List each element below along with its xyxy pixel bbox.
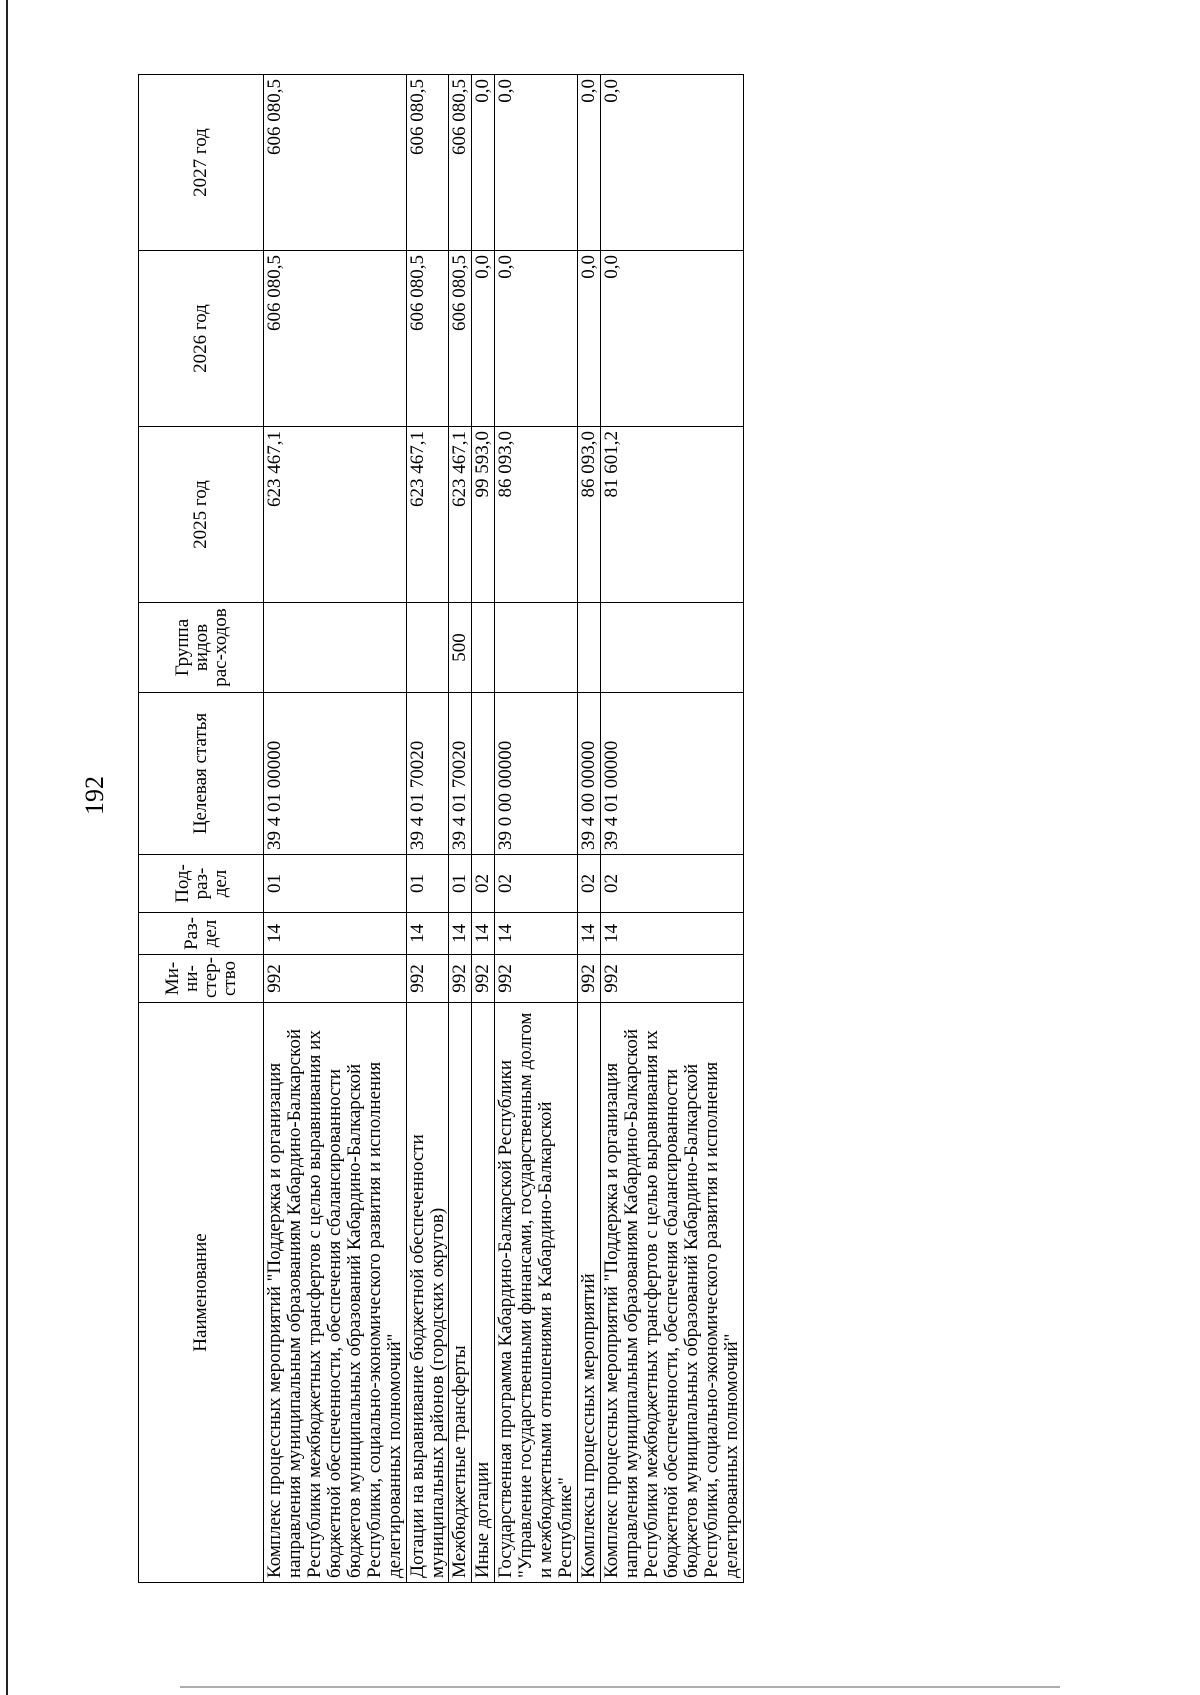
cell-target: 39 4 01 00000 [264,693,407,855]
cell-2026: 606 080,5 [406,251,449,427]
cell-group [264,603,407,693]
table-row [578,75,601,1583]
cell-group: 500 [449,603,472,693]
cell-2025: 81 601,2 [601,427,744,603]
cell-2027: 0,0 [495,75,578,251]
scan-edge-line [6,0,8,1695]
cell-subsection: 02 [495,855,578,913]
cell-section: 14 [449,913,472,955]
table-header-row [139,75,264,1583]
page-number: 192 [80,776,109,815]
cell-2025: 623 467,1 [449,427,472,603]
cell-ministry: 992 [472,955,495,1003]
cell-2027: 0,0 [472,75,495,251]
cell-subsection: 02 [472,855,495,913]
table-row [406,75,449,1583]
cell-section: 14 [601,913,744,955]
cell-target [472,693,495,855]
header-2026: 2026 год [139,251,264,427]
header-2025: 2025 год [139,427,264,603]
cell-2026: 606 080,5 [264,251,407,427]
cell-2027: 0,0 [578,75,601,251]
table-row [449,75,472,1583]
cell-2025: 86 093,0 [495,427,578,603]
cell-target: 39 4 00 00000 [578,693,601,855]
cell-target: 39 4 01 70020 [449,693,472,855]
cell-ministry: 992 [601,955,744,1003]
cell-2027: 606 080,5 [406,75,449,251]
header-target: Целевая статья [139,693,264,855]
cell-2026: 0,0 [472,251,495,427]
cell-2026: 0,0 [578,251,601,427]
cell-ministry: 992 [495,955,578,1003]
cell-subsection: 01 [264,855,407,913]
header-subsection: Под-раз-дел [139,855,264,913]
cell-name: Комплекс процессных мероприятий "Поддержка и организация направления муниципальным образованиям Кабардино-Балкарской Республики межбюджетных трансфертов с целью выравнивания их бюджетной обеспеченности, обеспечения сбалансированности бюджетов муниципальных образований Кабардино-Балкарской Республики, социально-экономического развития и исполнения делегированных полномочий" [264,1003,407,1583]
cell-subsection: 01 [449,855,472,913]
cell-2027: 606 080,5 [449,75,472,251]
cell-group [406,603,449,693]
header-section: Раз-дел [139,913,264,955]
cell-target: 39 4 01 00000 [601,693,744,855]
cell-group [601,603,744,693]
cell-subsection: 02 [578,855,601,913]
cell-name: Дотации на выравнивание бюджетной обеспеченности муниципальных районов (городских округов) [406,1003,449,1583]
cell-section: 14 [472,913,495,955]
cell-ministry: 992 [449,955,472,1003]
cell-group [495,603,578,693]
cell-subsection: 01 [406,855,449,913]
cell-name: Комплекс процессных мероприятий "Поддержка и организация направления муниципальным образованиям Кабардино-Балкарской Республики межбюджетных трансфертов с целью выравнивания их бюджетной обеспеченности, обеспечения сбалансированности бюджетов муниципальных образований Кабардино-Балкарской Республики, социально-экономического развития и исполнения делегированных полномочий" [601,1003,744,1583]
cell-ministry: 992 [406,955,449,1003]
cell-2025: 623 467,1 [264,427,407,603]
cell-group [472,603,495,693]
cell-section: 14 [406,913,449,955]
header-ministry: Ми-ни-стер-ство [139,955,264,1003]
table-row [264,75,407,1583]
cell-2026: 0,0 [495,251,578,427]
scan-bottom-noise [180,1686,1060,1688]
cell-section: 14 [495,913,578,955]
cell-name: Комплексы процессных мероприятий [578,1003,601,1583]
cell-group [578,603,601,693]
cell-section: 14 [264,913,407,955]
cell-target: 39 0 00 00000 [495,693,578,855]
cell-2027: 0,0 [601,75,744,251]
cell-2025: 623 467,1 [406,427,449,603]
cell-ministry: 992 [578,955,601,1003]
table-row [472,75,495,1583]
cell-section: 14 [578,913,601,955]
header-2027: 2027 год [139,75,264,251]
cell-2026: 0,0 [601,251,744,427]
table-row [495,75,578,1583]
cell-name: Иные дотации [472,1003,495,1583]
cell-ministry: 992 [264,955,407,1003]
header-name: Наименование [139,1003,264,1583]
header-group: Группа видов рас-ходов [139,603,264,693]
cell-2027: 606 080,5 [264,75,407,251]
table-row [601,75,744,1583]
cell-name: Государственная программа Кабардино-Балкарской Республики "Управление государственными финансами, государственным долгом и межбюджетными отношениями в Кабардино-Балкарской Республике" [495,1003,578,1583]
cell-target: 39 4 01 70020 [406,693,449,855]
cell-2026: 606 080,5 [449,251,472,427]
rotated-table-wrapper [138,75,1096,1583]
budget-table [138,74,744,1583]
cell-2025: 99 593,0 [472,427,495,603]
cell-name: Межбюджетные трансферты [449,1003,472,1583]
cell-2025: 86 093,0 [578,427,601,603]
cell-subsection: 02 [601,855,744,913]
